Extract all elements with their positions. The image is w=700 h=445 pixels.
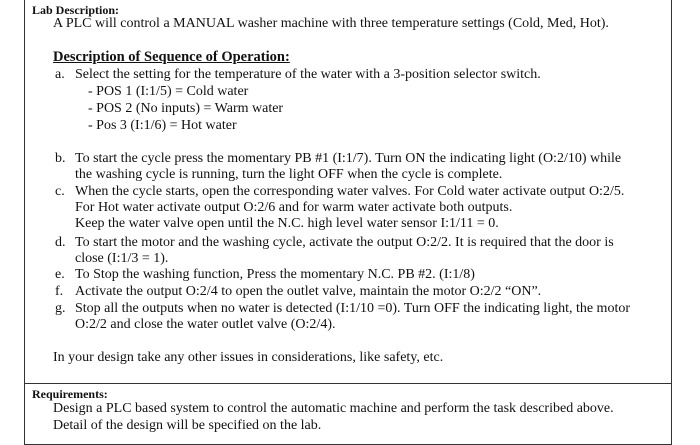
item-d-marker: d. [55,235,66,250]
item-b-line-2: the washing cycle is running, turn the light OFF when the cycle is complete. [75,167,503,182]
item-g-line-2: O:2/2 and close the water outlet valve (O:2/4). [75,317,336,332]
requirements-line-2: Detail of the design will be specified on the lab. [53,418,322,433]
sequence-heading: Description of Sequence of Operation: [53,49,290,65]
item-e-line-1: To Stop the washing function, Press the momentary N.C. PB #2. (I:1/8) [75,267,475,282]
item-b-line-1: To start the cycle press the momentary PB #1 (I:1/7). Turn ON the indicating light (O:2/10) while [75,151,622,166]
item-a-marker: a. [55,67,65,82]
item-a-sub-1: - POS 1 (I:1/5) = Cold water [88,84,249,99]
item-c-line-2: For Hot water activate output O:2/6 and for warm water activate both outputs. [75,200,513,215]
item-f-marker: f. [55,284,64,299]
item-d-line-1: To start the motor and the washing cycle, activate the output O:2/2. It is required that the door is [75,235,614,250]
lab-description-intro: A PLC will control a MANUAL washer machine with three temperature settings (Cold, Med, Hot). [53,16,609,31]
item-a-sub-3: - Pos 3 (I:1/6) = Hot water [88,118,237,133]
item-c-marker: c. [55,184,65,199]
item-b-marker: b. [55,151,66,166]
requirements-line-1: Design a PLC based system to control the automatic machine and perform the task described above. [53,401,614,416]
item-d-line-2: close (I:1/3 = 1). [75,251,169,266]
item-a-sub-2: - POS 2 (No inputs) = Warm water [88,101,284,116]
closing-note: In your design take any other issues in considerations, like safety, etc. [53,350,444,365]
requirements-heading: Requirements: [32,387,108,401]
lab-description-heading: Lab Description: [32,3,119,17]
item-g-line-1: Stop all the outputs when no water is detected (I:1/10 =0). Turn OFF the indicating light, the motor [75,301,631,316]
item-f-line-1: Activate the output O:2/4 to open the outlet valve, maintain the motor O:2/2 “ON”. [75,284,542,299]
item-c-line-3: Keep the water valve open until the N.C. high level water sensor I:1/11 = 0. [75,216,499,231]
item-a-line-1: Select the setting for the temperature of the water with a 3-position selector switch. [75,67,541,82]
item-c-line-1: When the cycle starts, open the corresponding water valves. For Cold water activate output O:2/5. [75,184,625,199]
item-g-marker: g. [55,301,66,316]
item-e-marker: e. [55,267,65,282]
